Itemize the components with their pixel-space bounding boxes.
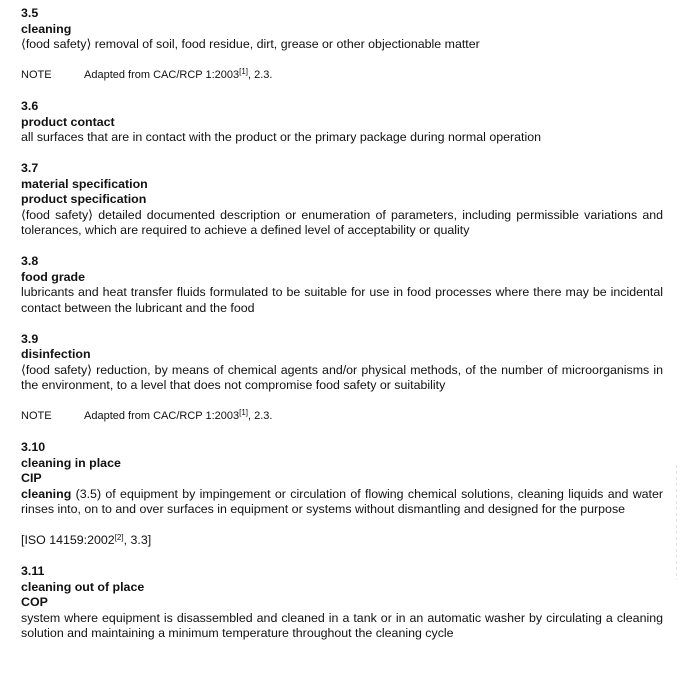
term-name: cleaning in place: [21, 455, 121, 470]
term-synonym: product specification: [21, 192, 147, 206]
document-page: [21, 6, 663, 642]
note: [21, 68, 663, 84]
term-entry-3-10: [21, 440, 663, 549]
term-name: cleaning: [21, 21, 72, 36]
note-label: NOTE: [21, 69, 52, 81]
term-entry-3-5: [21, 6, 663, 84]
note-text: Adapted from CAC/RCP 1:2003: [84, 410, 240, 422]
entry-number: 3.8: [21, 254, 39, 268]
crossref-term[interactable]: cleaning: [21, 486, 72, 501]
domain-label: ⟨food safety⟩: [21, 37, 92, 51]
source-text-end: , 3.3]: [123, 533, 152, 547]
term-entry-3-7: [21, 161, 663, 239]
entry-number: 3.10: [21, 440, 46, 454]
domain-label: ⟨food safety⟩: [21, 362, 92, 377]
term-abbreviation: CIP: [21, 471, 42, 485]
definition-text: removal of soil, food residue, dirt, grease or other objectionable matter: [94, 37, 480, 51]
term-entry-3-9: [21, 332, 663, 425]
scan-artifact-line: [676, 465, 677, 580]
note-text-end: , 2.3.: [248, 69, 273, 81]
note-reference: [1]: [239, 408, 249, 417]
entry-number: 3.9: [21, 331, 39, 346]
definition: [21, 37, 663, 53]
term-entry-3-6: [21, 99, 663, 146]
note-reference: [1]: [239, 67, 249, 76]
definition: [21, 487, 663, 518]
source-text: [ISO 14159:2002: [21, 533, 115, 547]
term-name: material specification: [21, 176, 148, 191]
term-entry-3-11: [21, 564, 663, 642]
definition-text: all surfaces that are in contact with the product or the primary package during normal operation: [21, 130, 541, 144]
source-reference: [2]: [114, 533, 124, 542]
term-entry-3-8: [21, 254, 663, 316]
definition: [21, 208, 663, 239]
entry-number: 3.7: [21, 161, 39, 175]
term-name: disinfection: [21, 347, 91, 361]
note-text-end: , 2.3.: [248, 410, 273, 422]
entry-number: 3.11: [21, 564, 45, 578]
term-name: product contact: [21, 114, 115, 129]
definition-text: reduction, by means of chemical agents and/or physical methods, of the number of microorganisms in the environment, to a level that does not compromise food safety or suitability: [21, 362, 663, 392]
term-abbreviation: COP: [21, 595, 48, 609]
entry-number: 3.6: [21, 99, 39, 113]
crossref-number[interactable]: (3.5): [75, 486, 102, 501]
term-name: cleaning out of place: [21, 579, 145, 594]
entry-number: 3.5: [21, 6, 39, 20]
note-label: NOTE: [21, 410, 52, 422]
definition-text: system where equipment is disassembled and cleaned in a tank or in an automatic washer by circulating a cleaning solution and maintaining a minimum temperature throughout the cleaning cycle: [21, 610, 663, 640]
domain-label: ⟨food safety⟩: [21, 207, 94, 222]
term-name: food grade: [21, 269, 86, 284]
note: [21, 409, 663, 425]
definition: [21, 363, 663, 394]
source-citation: [21, 533, 663, 549]
note-text: Adapted from CAC/RCP 1:2003: [84, 69, 240, 81]
definition-text: of equipment by impingement or circulation of flowing chemical solutions, cleaning liquids and water rinses into, on to and over surfaces in equipment or systems without dismantling and designed for the purpose: [21, 486, 663, 516]
definition-text: lubricants and heat transfer fluids formulated to be suitable for use in food processes where there may be incidental contact between the lubricant and the food: [21, 285, 663, 315]
definition-text: detailed documented description or enumeration of parameters, including permissible variations and tolerances, which are required to achieve a defined level of acceptability or quality: [21, 207, 663, 237]
